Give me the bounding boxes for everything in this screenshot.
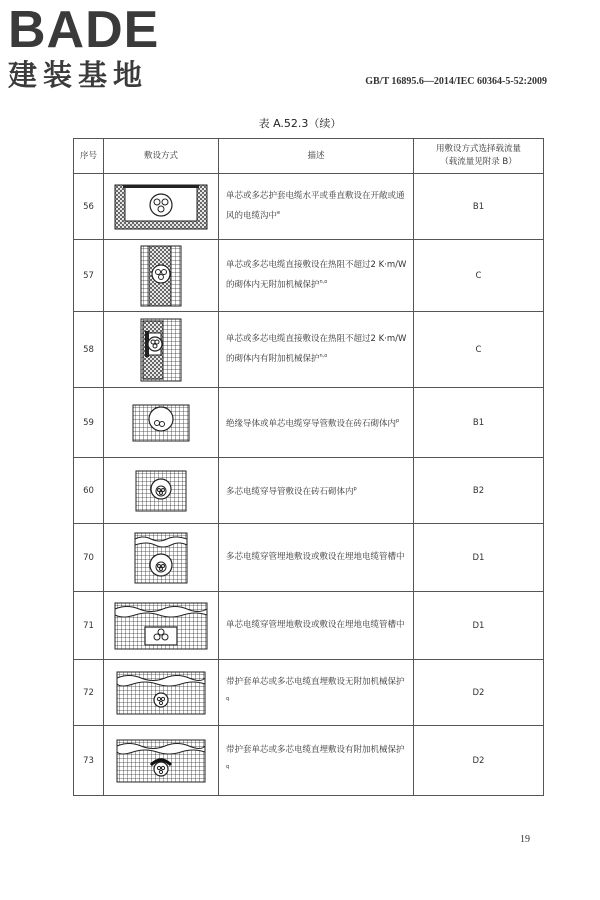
installation-figure: [104, 312, 219, 388]
row-description: [219, 458, 414, 524]
footnote-mark: e: [277, 210, 281, 217]
description-text: 带护套单芯或多芯电缆直埋敷设有附加机械保护: [226, 745, 405, 756]
row-description: [219, 726, 414, 796]
table-title: 表 A.52.3（续）: [258, 117, 342, 130]
open-cable-channel-icon: [113, 183, 209, 231]
table-row: [74, 726, 544, 796]
footnote-mark: p: [396, 417, 400, 424]
logo: [8, 1, 178, 92]
footnote-mark: n,o: [319, 279, 328, 286]
capacity-method: D2: [414, 660, 544, 726]
installation-figure: [104, 458, 219, 524]
capacity-method: D2: [414, 726, 544, 796]
header-desc: 描述: [219, 139, 414, 174]
table-row: [74, 660, 544, 726]
header-capacity-line1: 用敷设方式选择载流量: [435, 144, 521, 154]
direct-buried-cable-icon: [115, 670, 207, 716]
row-number: 60: [74, 458, 104, 524]
capacity-method: C: [414, 240, 544, 312]
header-num: 序号: [74, 139, 104, 174]
description-text: 单芯或多芯电缆直接敷设在热阻不超过2 K·m/W的砌体内无附加机械保护: [226, 260, 407, 290]
cable-installation-table: [73, 138, 544, 796]
standard-code: GB/T 16895.6—2014/IEC 60364-5-52:2009: [365, 76, 547, 87]
footnote-mark: q: [226, 764, 230, 771]
logo-wordmark: BADE: [8, 1, 160, 59]
row-description: [219, 174, 414, 240]
installation-figure: [104, 660, 219, 726]
row-description: [219, 240, 414, 312]
description-text: 单芯电缆穿管埋地敷设或敷设在埋地电缆管槽中: [226, 620, 405, 630]
logo-subtitle: 建装基地: [8, 58, 149, 92]
row-description: [219, 660, 414, 726]
buried-conduit-multicore-icon: [133, 531, 189, 585]
header-method: 敷设方式: [104, 139, 219, 174]
installation-figure: [104, 174, 219, 240]
table-row: [74, 240, 544, 312]
capacity-method: D1: [414, 524, 544, 592]
row-number: 57: [74, 240, 104, 312]
row-description: [219, 592, 414, 660]
table-row: [74, 524, 544, 592]
row-number: 56: [74, 174, 104, 240]
capacity-method: B2: [414, 458, 544, 524]
footnote-mark: q: [226, 696, 230, 703]
row-description: [219, 388, 414, 458]
table-header-row: [74, 139, 544, 174]
footnote-mark: n,o: [319, 353, 328, 360]
table-row: [74, 388, 544, 458]
description-text: 绝缘导体或单芯电缆穿导管敷设在砖石砌体内: [226, 418, 397, 429]
multicore-conduit-masonry-icon: [134, 469, 188, 513]
installation-figure: [104, 726, 219, 796]
installation-figure: [104, 240, 219, 312]
table-row: [74, 312, 544, 388]
row-number: 58: [74, 312, 104, 388]
capacity-method: C: [414, 312, 544, 388]
page-number: 19: [520, 834, 530, 845]
installation-figure: [104, 524, 219, 592]
buried-duct-singlecore-icon: [113, 601, 209, 651]
table-row: [74, 592, 544, 660]
row-number: 72: [74, 660, 104, 726]
masonry-protected-cable-icon: [139, 317, 183, 383]
description-text: 带护套单芯或多芯电缆直埋敷设无附加机械保护: [226, 677, 405, 688]
description-text: 单芯或多芯护套电缆水平或垂直敷设在开敞或通风的电缆沟中: [226, 191, 405, 221]
description-text: 多芯电缆穿导管敷设在砖石砌体内: [226, 486, 354, 497]
conduit-in-masonry-icon: [131, 403, 191, 443]
footnote-mark: p: [353, 485, 357, 492]
capacity-method: B1: [414, 174, 544, 240]
installation-figure: [104, 592, 219, 660]
row-number: 71: [74, 592, 104, 660]
row-description: [219, 312, 414, 388]
row-description: [219, 524, 414, 592]
direct-buried-protected-cable-icon: [115, 738, 207, 784]
capacity-method: B1: [414, 388, 544, 458]
masonry-cable-icon: [139, 244, 183, 308]
description-text: 多芯电缆穿管埋地敷设或敷设在埋地电缆管槽中: [226, 552, 405, 562]
table-row: [74, 174, 544, 240]
row-number: 59: [74, 388, 104, 458]
installation-figure: [104, 388, 219, 458]
header-capacity-line2: （载流量见附录 B）: [440, 157, 517, 167]
capacity-method: D1: [414, 592, 544, 660]
header-capacity: [414, 139, 544, 174]
row-number: 70: [74, 524, 104, 592]
row-number: 73: [74, 726, 104, 796]
description-text: 单芯或多芯电缆直接敷设在热阻不超过2 K·m/W的砌体内有附加机械保护: [226, 334, 407, 364]
table-row: [74, 458, 544, 524]
